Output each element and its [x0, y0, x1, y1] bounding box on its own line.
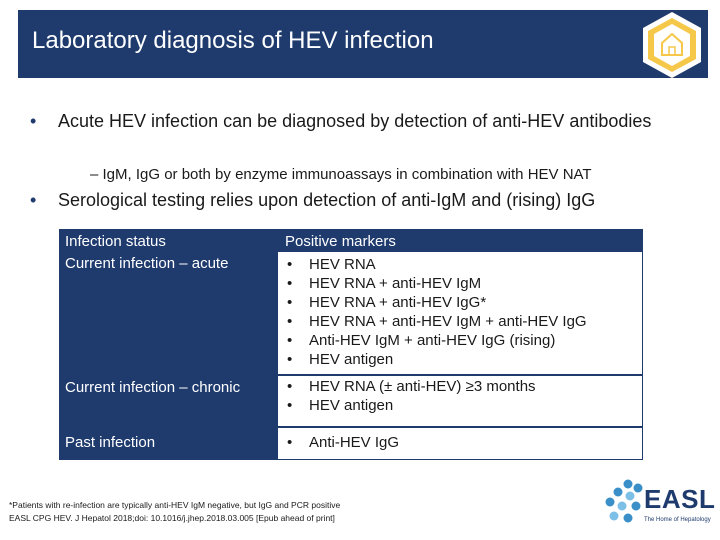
- header-infection-status: Infection status: [65, 233, 166, 250]
- header-positive-markers: Positive markers: [285, 233, 396, 250]
- marker-item: • HEV RNA: [283, 255, 587, 274]
- logo-dots-icon: [602, 478, 646, 532]
- bullet-text: Serological testing relies upon detection of anti-IgM and (rising) IgG: [58, 190, 596, 210]
- marker-item: • HEV RNA + anti-HEV IgM: [283, 274, 587, 293]
- table-row: [60, 428, 642, 459]
- footnote: [9, 499, 340, 525]
- markers-cell: [279, 252, 642, 374]
- marker-item: • HEV RNA (± anti-HEV) ≥3 months: [283, 377, 536, 396]
- logo-text: EASL: [644, 484, 716, 514]
- markers-cell: [279, 428, 642, 459]
- bullet-glyph: •: [30, 111, 37, 131]
- status-cell: [60, 252, 278, 374]
- marker-item: • HEV antigen: [283, 396, 536, 415]
- markers-cell: [279, 376, 642, 426]
- easl-logo: [602, 476, 714, 534]
- status-label: Current infection – chronic: [65, 379, 241, 396]
- markers-table: [59, 229, 643, 460]
- footnote-note: *Patients with re-infection are typically anti-HEV IgM negative, but IgG and PCR positive: [9, 500, 341, 510]
- bullet-glyph: •: [30, 190, 37, 210]
- status-label: Past infection: [65, 434, 156, 451]
- table-header: [60, 230, 642, 252]
- status-cell: [60, 428, 278, 459]
- footnote-citation: EASL CPG HEV. J Hepatol 2018;doi: 10.1016/j.jhep.2018.03.005 [Epub ahead of print]: [9, 513, 335, 523]
- status-cell: [60, 376, 278, 426]
- marker-item: • HEV RNA + anti-HEV IgG*: [283, 293, 587, 312]
- slide-header: [0, 0, 720, 84]
- home-icon[interactable]: [640, 10, 704, 80]
- table-row: [60, 376, 642, 426]
- marker-item: • Anti-HEV IgG: [283, 433, 399, 452]
- marker-item: • HEV antigen: [283, 350, 587, 369]
- logo-tagline: The Home of Hepatology: [644, 517, 711, 523]
- bullet-text: Acute HEV infection can be diagnosed by detection of anti-HEV antibodies: [58, 111, 652, 131]
- table-row: [60, 252, 642, 374]
- marker-item: • HEV RNA + anti-HEV IgM + anti-HEV IgG: [283, 312, 587, 331]
- sub-bullet: – IgM, IgG or both by enzyme immunoassays in combination with HEV NAT: [90, 166, 592, 183]
- slide-title: Laboratory diagnosis of HEV infection: [32, 27, 434, 54]
- status-label: Current infection – acute: [65, 255, 229, 272]
- marker-item: • Anti-HEV IgM + anti-HEV IgG (rising): [283, 331, 587, 350]
